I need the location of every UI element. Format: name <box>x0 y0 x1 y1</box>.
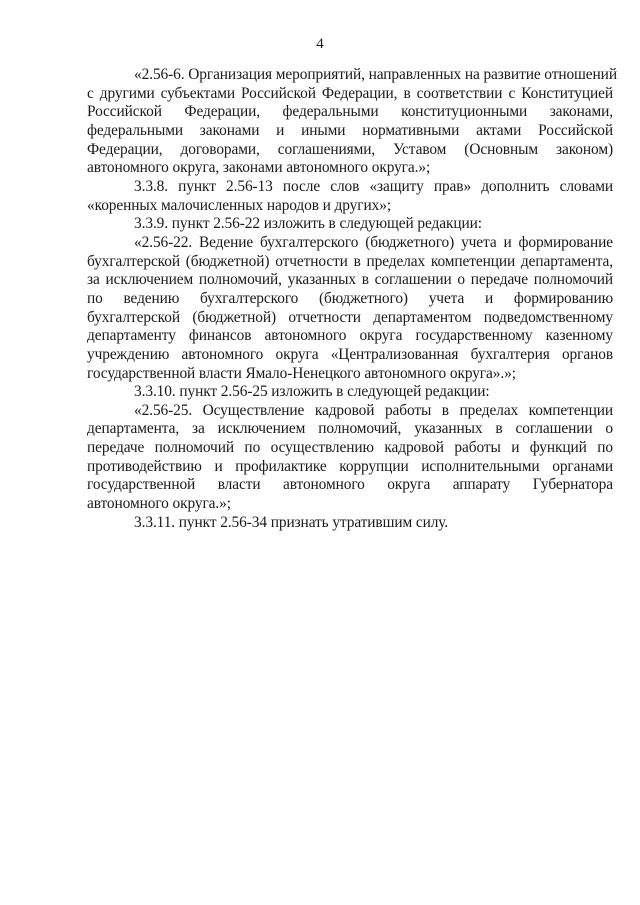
text-line: учреждению автономного округа «Централизованная бухгалтерия органов <box>87 345 613 363</box>
paragraph-3-3-9 <box>87 215 613 234</box>
text-line: передаче полномочий по осуществлению кадровой работы и функций по <box>87 439 613 457</box>
paragraph-3-3-8 <box>87 178 613 215</box>
text-line: 3.3.8. пункт 2.56-13 после слов «защиту прав» дополнить словами <box>134 177 613 195</box>
paragraph-3-3-10 <box>87 383 613 402</box>
text-line: с другими субъектами Российской Федерации, в соответствии с Конституцией <box>87 84 613 102</box>
text-line: государственной власти автономного округа аппарату Губернатора <box>87 476 613 494</box>
text-line: бухгалтерской (бюджетной) отчетности в пределах компетенции департамента, <box>87 252 613 270</box>
text-line: «2.56-6. Организация мероприятий, направленных на развитие отношений <box>134 66 617 83</box>
text-line: государственной власти Ямало-Ненецкого автономного округа».»; <box>87 364 516 382</box>
text-line: противодействию и профилактике коррупции исполнительными органами <box>87 457 613 475</box>
text-line: «2.56-22. Ведение бухгалтерского (бюджетного) учета и формирование <box>134 233 613 251</box>
paragraph-2-56-22 <box>87 234 613 383</box>
text-line: бухгалтерской (бюджетной) отчетности департаментом подведомственному <box>87 308 613 326</box>
text-line: за исключением полномочий, указанных в соглашении о передаче полномочий <box>87 271 613 289</box>
text-line: автономного округа, законами автономного округа.»; <box>87 159 431 177</box>
text-line: федеральными законами и иными нормативными актами Российской <box>87 121 613 139</box>
text-line: «2.56-25. Осуществление кадровой работы в пределах компетенции <box>134 401 613 419</box>
paragraph-3-3-11 <box>87 514 613 533</box>
text-line: Федерации, договорами, соглашениями, Уставом (Основным законом) <box>87 140 613 158</box>
text-line: автономного округа.»; <box>87 495 231 513</box>
text-line: «коренных малочисленных народов и других»; <box>87 196 391 214</box>
text-line: департамента, за исключением полномочий, указанных в соглашении о <box>87 420 613 438</box>
paragraph-2-56-25 <box>87 402 613 514</box>
text-line: департаменту финансов автономного округа государственному казенному <box>87 327 613 345</box>
text-line: 3.3.11. пункт 2.56-34 признать утратившим силу. <box>134 513 449 531</box>
paragraph-2-56-6 <box>87 66 617 178</box>
document-body <box>87 66 617 532</box>
text-line: Российской Федерации, федеральными конституционными законами, <box>87 103 613 121</box>
page-number: 4 <box>316 36 324 52</box>
text-line: 3.3.10. пункт 2.56-25 изложить в следующей редакции: <box>134 383 490 401</box>
text-line: 3.3.9. пункт 2.56-22 изложить в следующей редакции: <box>134 215 482 233</box>
text-line: по ведению бухгалтерского (бюджетного) учета и формированию <box>87 289 613 307</box>
